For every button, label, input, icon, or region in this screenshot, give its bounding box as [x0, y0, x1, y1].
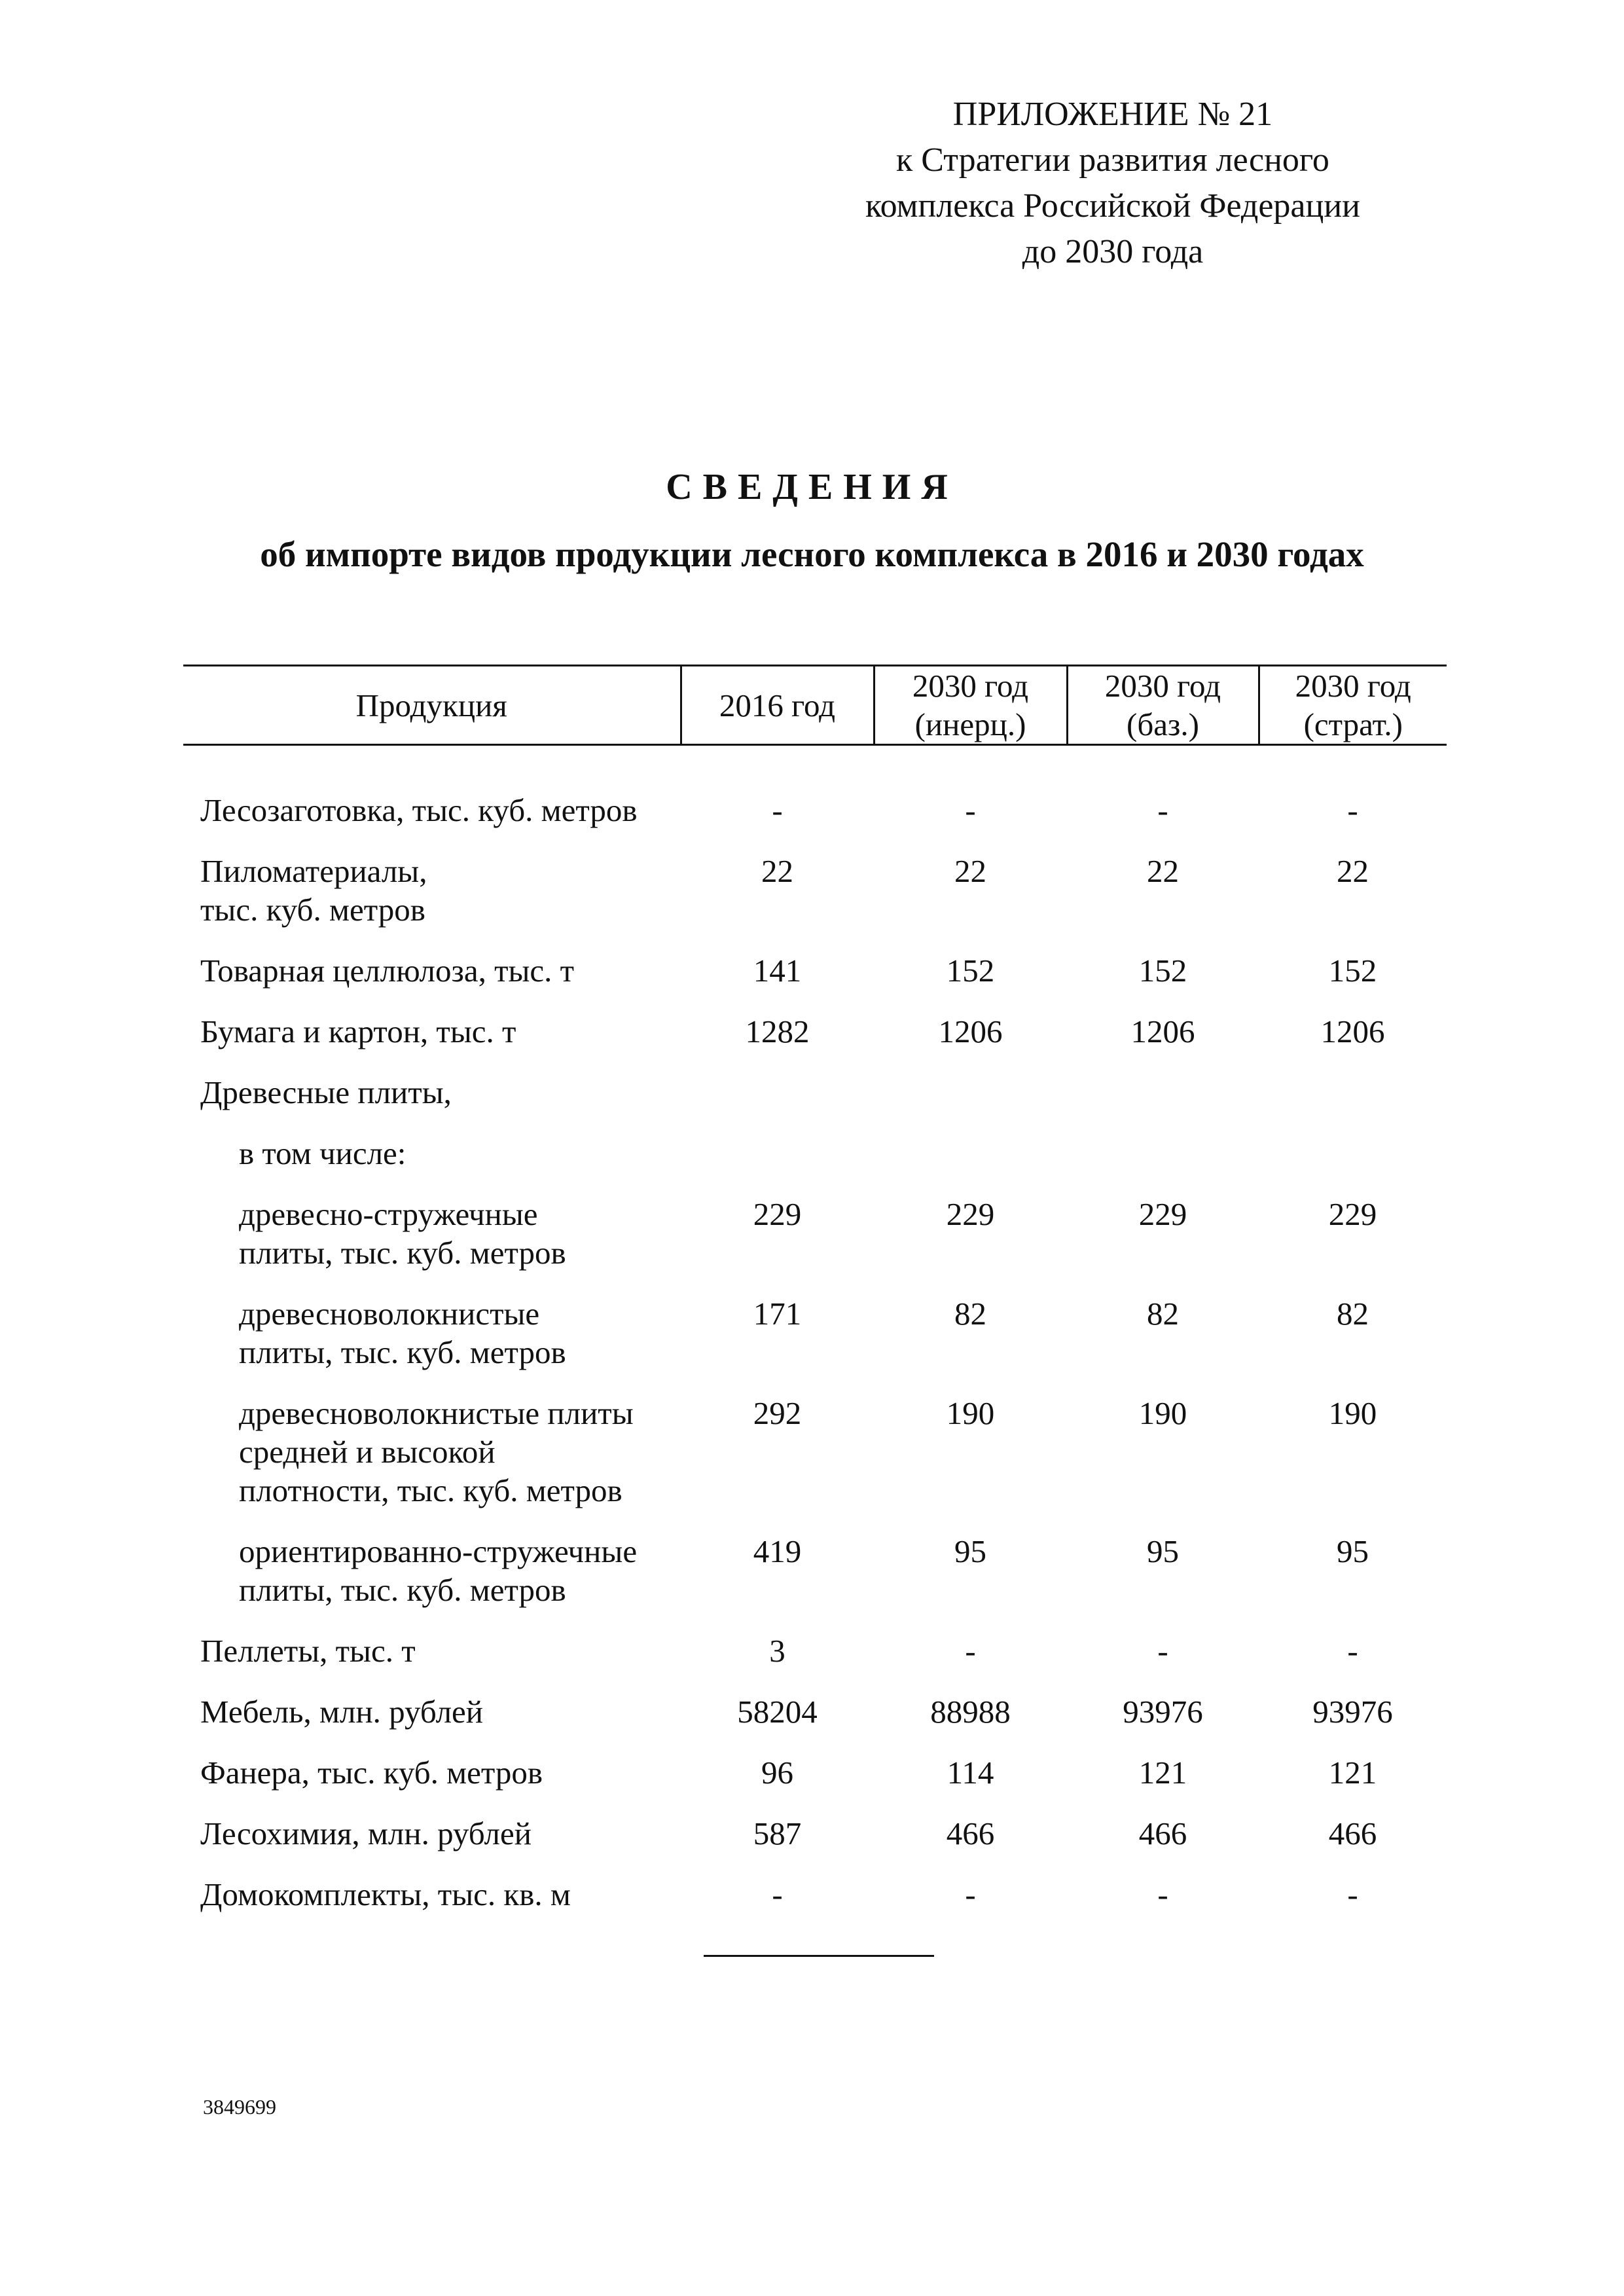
cell-2030-strat: 1206: [1320, 1013, 1385, 1049]
row-label: Товарная целлюлоза, тыс. т: [200, 953, 575, 989]
row-label: Бумага и картон, тыс. т: [200, 1013, 516, 1049]
document-number: 3849699: [203, 2095, 276, 2119]
header-2030-base-label: (баз.): [1127, 706, 1199, 742]
table-row: [183, 1005, 1447, 1066]
cell-2030-inert: 466: [946, 1815, 995, 1851]
row-label: Домокомплекты, тыс. кв. м: [200, 1876, 571, 1912]
cell-2030-inert: 229: [946, 1196, 995, 1232]
cell-2030-base: 93976: [1123, 1694, 1203, 1730]
table-spacer: [183, 745, 1447, 784]
cell-2030-inert: 1206: [938, 1013, 1003, 1049]
table-row: [183, 1525, 1447, 1624]
table-header-row: [183, 666, 1447, 745]
header-2016: [681, 666, 874, 745]
cell-2016: 292: [753, 1395, 802, 1431]
row-label: древесноволокнистые плиты средней и высокой плотности, тыс. куб. метров: [239, 1395, 634, 1508]
header-2016-label: 2016 год: [719, 687, 836, 723]
cell-2030-base: 466: [1138, 1815, 1187, 1851]
row-label: ориентированно-стружечные плиты, тыс. куб. метров: [239, 1533, 638, 1608]
cell-2030-base: -: [1157, 1876, 1168, 1912]
cell-2016: 96: [761, 1755, 793, 1791]
header-2030-inert: [874, 666, 1067, 745]
cell-2030-strat: 152: [1328, 953, 1377, 989]
table-row: [183, 1066, 1447, 1127]
cell-2030-strat: -: [1347, 792, 1358, 828]
appendix-line-3: комплекса Российской Федерации: [865, 187, 1360, 225]
cell-2030-inert: 95: [954, 1533, 986, 1569]
header-2030-inert-year: 2030 год: [912, 668, 1029, 704]
table-row: [183, 944, 1447, 1005]
cell-2030-strat: 229: [1328, 1196, 1377, 1232]
row-label: древесноволокнистые плиты, тыс. куб. метров: [239, 1296, 566, 1370]
cell-2030-inert: 82: [954, 1296, 986, 1332]
cell-2030-inert: -: [965, 1876, 976, 1912]
cell-2030-strat: 93976: [1312, 1694, 1393, 1730]
header-2030-strat: [1259, 666, 1447, 745]
row-label: Пеллеты, тыс. т: [200, 1633, 416, 1669]
row-label: Лесохимия, млн. рублей: [200, 1815, 532, 1851]
cell-2030-base: 82: [1147, 1296, 1179, 1332]
cell-2016: -: [772, 1876, 783, 1912]
header-2030-inert-label: (инерц.): [914, 706, 1026, 742]
appendix-header: [779, 92, 1447, 275]
cell-2016: 22: [761, 853, 793, 889]
appendix-number: ПРИЛОЖЕНИЕ № 21: [952, 96, 1273, 133]
cell-2030-base: -: [1157, 1633, 1168, 1669]
import-table: [183, 665, 1447, 1929]
cell-2030-inert: 152: [946, 953, 995, 989]
cell-2030-inert: 190: [946, 1395, 995, 1431]
document-subtitle: об импорте видов продукции лесного комплекса в 2016 и 2030 годах: [260, 534, 1364, 574]
cell-2030-inert: 22: [954, 853, 986, 889]
cell-2030-strat: -: [1347, 1876, 1358, 1912]
header-2030-base-year: 2030 год: [1104, 668, 1221, 704]
cell-2030-strat: 190: [1328, 1395, 1377, 1431]
row-label: Фанера, тыс. куб. метров: [200, 1755, 543, 1791]
cell-2030-base: 152: [1138, 953, 1187, 989]
cell-2030-inert: 88988: [930, 1694, 1011, 1730]
cell-2030-base: 229: [1138, 1196, 1187, 1232]
table-row: [183, 1685, 1447, 1746]
cell-2030-strat: 22: [1337, 853, 1369, 889]
row-label: Лесозаготовка, тыс. куб. метров: [200, 792, 638, 828]
table-row: [183, 1387, 1447, 1525]
end-divider: [704, 1955, 934, 1957]
header-2030-strat-label: (страт.): [1303, 706, 1403, 742]
cell-2030-inert: 114: [947, 1755, 994, 1791]
cell-2030-base: 1206: [1130, 1013, 1195, 1049]
cell-2030-base: 95: [1147, 1533, 1179, 1569]
table-row: [183, 1287, 1447, 1387]
cell-2030-base: 121: [1138, 1755, 1187, 1791]
row-label: в том числе:: [239, 1135, 406, 1171]
cell-2016: -: [772, 792, 783, 828]
table-row: [183, 1624, 1447, 1685]
cell-2016: 229: [753, 1196, 802, 1232]
appendix-line-4: до 2030 года: [1022, 233, 1204, 270]
cell-2030-base: 190: [1138, 1395, 1187, 1431]
cell-2030-strat: -: [1347, 1633, 1358, 1669]
cell-2016: 587: [753, 1815, 802, 1851]
header-product: [183, 666, 681, 745]
cell-2030-base: 22: [1147, 853, 1179, 889]
cell-2016: 141: [753, 953, 802, 989]
appendix-line-2: к Стратегии развития лесного: [896, 141, 1329, 179]
cell-2016: 3: [769, 1633, 785, 1669]
table-row: [183, 845, 1447, 944]
header-2030-base: [1067, 666, 1259, 745]
table-row: [183, 784, 1447, 845]
header-2030-strat-year: 2030 год: [1295, 668, 1411, 704]
cell-2030-inert: -: [965, 792, 976, 828]
cell-2030-strat: 82: [1337, 1296, 1369, 1332]
header-product-label: Продукция: [355, 687, 507, 723]
document-title: СВЕДЕНИЯ: [666, 467, 958, 507]
table-row: [183, 1868, 1447, 1929]
table-row: [183, 1746, 1447, 1807]
row-label: Мебель, млн. рублей: [200, 1694, 484, 1730]
cell-2016: 58204: [737, 1694, 818, 1730]
cell-2016: 1282: [745, 1013, 810, 1049]
cell-2016: 171: [753, 1296, 802, 1332]
cell-2030-strat: 95: [1337, 1533, 1369, 1569]
cell-2016: 419: [753, 1533, 802, 1569]
table-row: [183, 1127, 1447, 1188]
row-label: Пиломатериалы, тыс. куб. метров: [200, 853, 427, 928]
cell-2030-base: -: [1157, 792, 1168, 828]
row-label: древесно-стружечные плиты, тыс. куб. метров: [239, 1196, 566, 1271]
cell-2030-strat: 121: [1328, 1755, 1377, 1791]
row-label: Древесные плиты,: [200, 1074, 452, 1110]
import-table-container: [183, 665, 1447, 1929]
cell-2030-strat: 466: [1328, 1815, 1377, 1851]
cell-2030-inert: -: [965, 1633, 976, 1669]
table-row: [183, 1807, 1447, 1868]
table-row: [183, 1188, 1447, 1287]
